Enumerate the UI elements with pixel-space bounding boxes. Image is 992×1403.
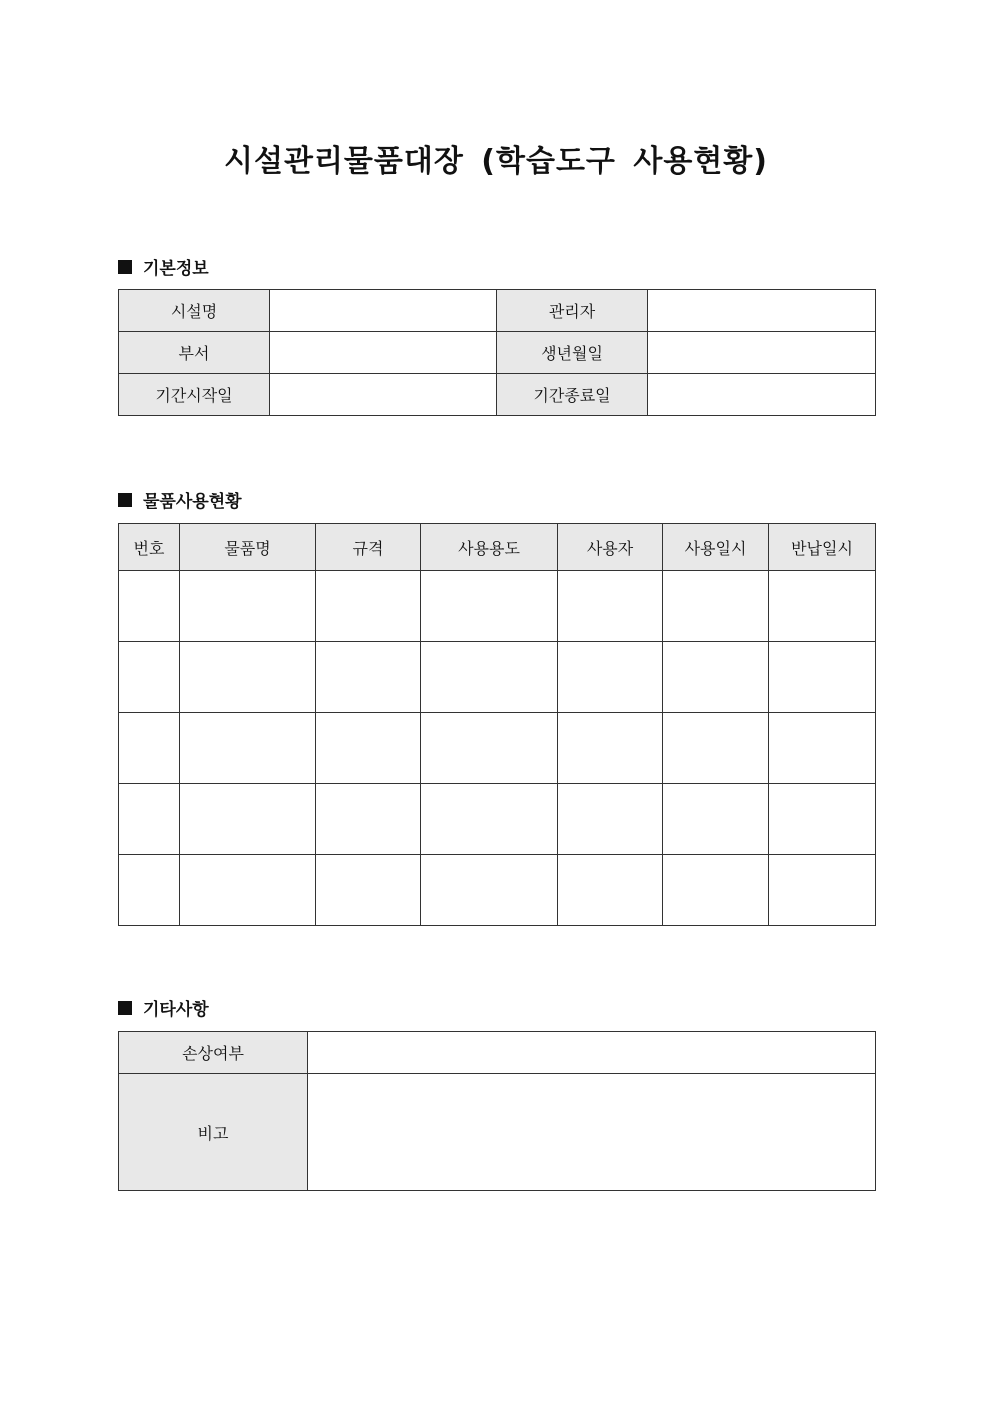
remarks-field[interactable] — [308, 1074, 876, 1191]
table-header-row — [119, 524, 876, 571]
section-heading-label: 기타사항 — [143, 1000, 209, 1020]
table-cell[interactable] — [421, 855, 558, 926]
table-cell[interactable] — [421, 571, 558, 642]
column-header-number: 번호 — [119, 524, 180, 571]
table-cell[interactable] — [119, 571, 180, 642]
table-cell[interactable] — [316, 784, 421, 855]
table-row — [119, 332, 876, 374]
table-cell[interactable] — [769, 713, 876, 784]
table-row — [119, 1032, 876, 1074]
table-cell[interactable] — [558, 713, 663, 784]
table-cell[interactable] — [180, 642, 316, 713]
other-info-table — [118, 1031, 876, 1191]
table-row — [119, 855, 876, 926]
table-row — [119, 642, 876, 713]
department-label: 부서 — [119, 332, 270, 374]
square-bullet-icon — [118, 1001, 132, 1015]
section-heading-label: 기본정보 — [143, 259, 209, 279]
section-heading-other — [118, 995, 209, 1020]
square-bullet-icon — [118, 260, 132, 274]
table-cell[interactable] — [663, 642, 769, 713]
department-field[interactable] — [270, 332, 497, 374]
period-start-label: 기간시작일 — [119, 374, 270, 416]
table-cell[interactable] — [769, 642, 876, 713]
table-cell[interactable] — [769, 784, 876, 855]
facility-name-field[interactable] — [270, 290, 497, 332]
damage-status-field[interactable] — [308, 1032, 876, 1074]
column-header-return-date: 반납일시 — [769, 524, 876, 571]
table-cell[interactable] — [316, 642, 421, 713]
manager-label: 관리자 — [497, 290, 648, 332]
square-bullet-icon — [118, 493, 132, 507]
table-row — [119, 784, 876, 855]
item-usage-table — [118, 523, 876, 926]
table-cell[interactable] — [663, 784, 769, 855]
remarks-label: 비고 — [119, 1074, 308, 1191]
table-row — [119, 571, 876, 642]
table-cell[interactable] — [558, 642, 663, 713]
table-cell[interactable] — [663, 571, 769, 642]
table-cell[interactable] — [180, 713, 316, 784]
column-header-user: 사용자 — [558, 524, 663, 571]
period-end-label: 기간종료일 — [497, 374, 648, 416]
facility-name-label: 시설명 — [119, 290, 270, 332]
table-cell[interactable] — [663, 713, 769, 784]
column-header-use-date: 사용일시 — [663, 524, 769, 571]
table-cell[interactable] — [421, 713, 558, 784]
section-heading-item-usage — [118, 487, 242, 512]
column-header-item-name: 물품명 — [180, 524, 316, 571]
basic-info-table — [118, 289, 876, 416]
period-end-field[interactable] — [648, 374, 876, 416]
table-cell[interactable] — [769, 855, 876, 926]
table-cell[interactable] — [558, 571, 663, 642]
table-cell[interactable] — [180, 571, 316, 642]
table-cell[interactable] — [316, 855, 421, 926]
page-title: 시설관리물품대장 (학습도구 사용현황) — [224, 144, 768, 179]
table-cell[interactable] — [180, 784, 316, 855]
table-cell[interactable] — [119, 713, 180, 784]
section-heading-label: 물품사용현황 — [143, 492, 242, 512]
column-header-purpose: 사용용도 — [421, 524, 558, 571]
table-cell[interactable] — [558, 855, 663, 926]
table-cell[interactable] — [180, 855, 316, 926]
table-cell[interactable] — [316, 713, 421, 784]
table-row — [119, 290, 876, 332]
table-cell[interactable] — [558, 784, 663, 855]
manager-field[interactable] — [648, 290, 876, 332]
table-row — [119, 1074, 876, 1191]
damage-status-label: 손상여부 — [119, 1032, 308, 1074]
period-start-field[interactable] — [270, 374, 497, 416]
column-header-spec: 규격 — [316, 524, 421, 571]
table-cell[interactable] — [663, 855, 769, 926]
section-heading-basic-info — [118, 254, 209, 279]
table-cell[interactable] — [119, 784, 180, 855]
birthdate-label: 생년월일 — [497, 332, 648, 374]
table-cell[interactable] — [769, 571, 876, 642]
table-cell[interactable] — [119, 855, 180, 926]
table-row — [119, 374, 876, 416]
table-cell[interactable] — [316, 571, 421, 642]
table-row — [119, 713, 876, 784]
table-cell[interactable] — [421, 642, 558, 713]
birthdate-field[interactable] — [648, 332, 876, 374]
table-cell[interactable] — [421, 784, 558, 855]
table-cell[interactable] — [119, 642, 180, 713]
